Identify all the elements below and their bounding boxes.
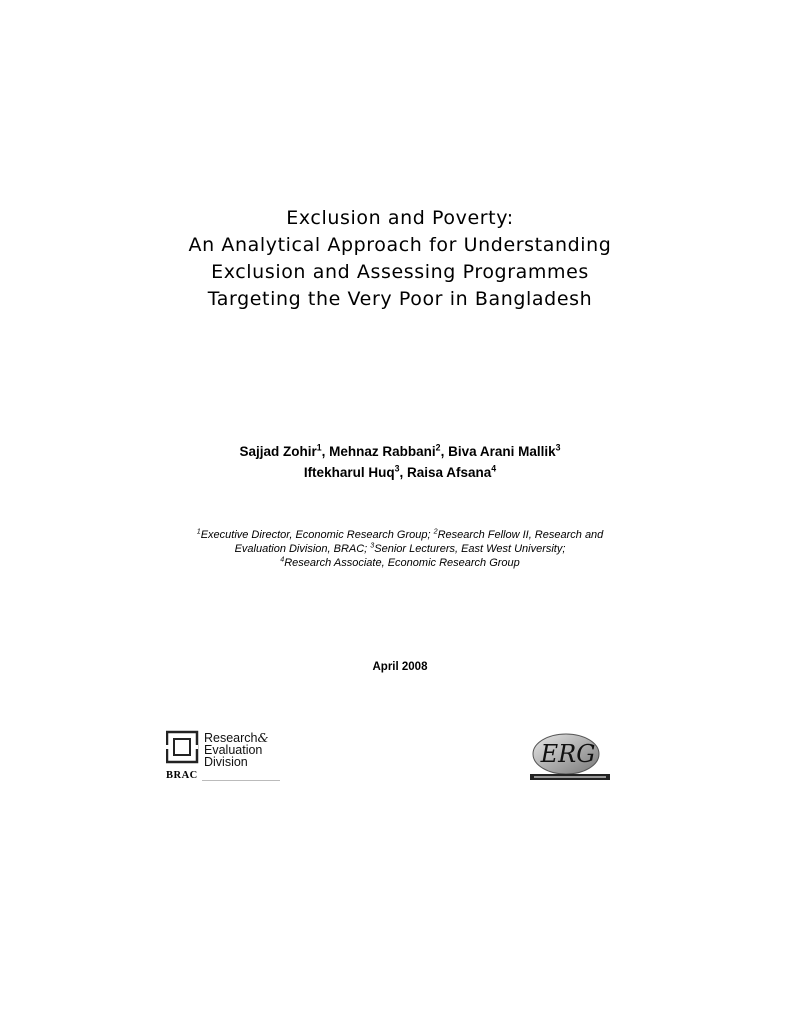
author-separator: , bbox=[321, 444, 330, 459]
economic-research-group-logo bbox=[528, 728, 614, 784]
author-superscript: 2 bbox=[435, 442, 441, 453]
affiliation-superscript: 1 bbox=[196, 527, 201, 536]
author-list bbox=[0, 441, 800, 483]
author-superscript: 4 bbox=[491, 463, 497, 474]
publication-date: April 2008 bbox=[372, 661, 428, 673]
affiliation-superscript: 3 bbox=[370, 541, 375, 550]
title-line-2: An Analytical Approach for Understanding bbox=[188, 234, 612, 256]
author-name: Raisa Afsana bbox=[406, 465, 492, 480]
author-superscript: 1 bbox=[316, 442, 322, 453]
red-emblem-icon bbox=[166, 730, 202, 770]
author-line-1 bbox=[0, 441, 800, 462]
author-name: Sajjad Zohir bbox=[239, 444, 317, 459]
ampersand-mark: & bbox=[257, 730, 269, 745]
author-separator: , bbox=[399, 465, 407, 480]
author-separator: , bbox=[440, 444, 449, 459]
author-superscript: 3 bbox=[394, 463, 400, 474]
red-line-1-text: Research bbox=[204, 731, 258, 745]
affiliation-line-1 bbox=[0, 528, 800, 542]
affiliation-text: Research Fellow II, Research and bbox=[437, 529, 604, 541]
title-line-1: Exclusion and Poverty: bbox=[286, 207, 514, 229]
author-superscript: 3 bbox=[555, 442, 561, 453]
logo-underline bbox=[202, 780, 280, 781]
author-line-2 bbox=[0, 462, 800, 483]
research-evaluation-division-logo bbox=[166, 730, 280, 782]
affiliation-superscript: 2 bbox=[433, 527, 438, 536]
affiliation-text: Evaluation Division, BRAC; bbox=[234, 543, 371, 555]
author-name: Mehnaz Rabbani bbox=[329, 444, 436, 459]
brac-wordmark: BRAC bbox=[166, 770, 198, 781]
affiliation-text: Research Associate, Economic Research Group bbox=[284, 557, 520, 569]
author-name: Biva Arani Mallik bbox=[448, 444, 556, 459]
affiliation-text: Senior Lecturers, East West University; bbox=[374, 543, 566, 555]
affiliation-line-2 bbox=[0, 542, 800, 556]
erg-emblem-icon bbox=[528, 728, 614, 784]
erg-monogram: ERG bbox=[540, 740, 596, 768]
red-wordmark bbox=[204, 732, 269, 768]
red-line-2: Evaluation bbox=[204, 743, 263, 757]
affiliations bbox=[0, 528, 800, 570]
title-line-3: Exclusion and Assessing Programmes bbox=[211, 261, 589, 283]
affiliation-line-3 bbox=[0, 556, 800, 570]
affiliation-superscript: 4 bbox=[280, 555, 285, 564]
author-name: Iftekharul Huq bbox=[303, 465, 395, 480]
affiliation-text: Executive Director, Economic Research Group; bbox=[200, 529, 434, 541]
red-line-3: Division bbox=[204, 755, 248, 769]
title-line-4: Targeting the Very Poor in Bangladesh bbox=[207, 288, 593, 310]
paper-title bbox=[0, 205, 800, 313]
